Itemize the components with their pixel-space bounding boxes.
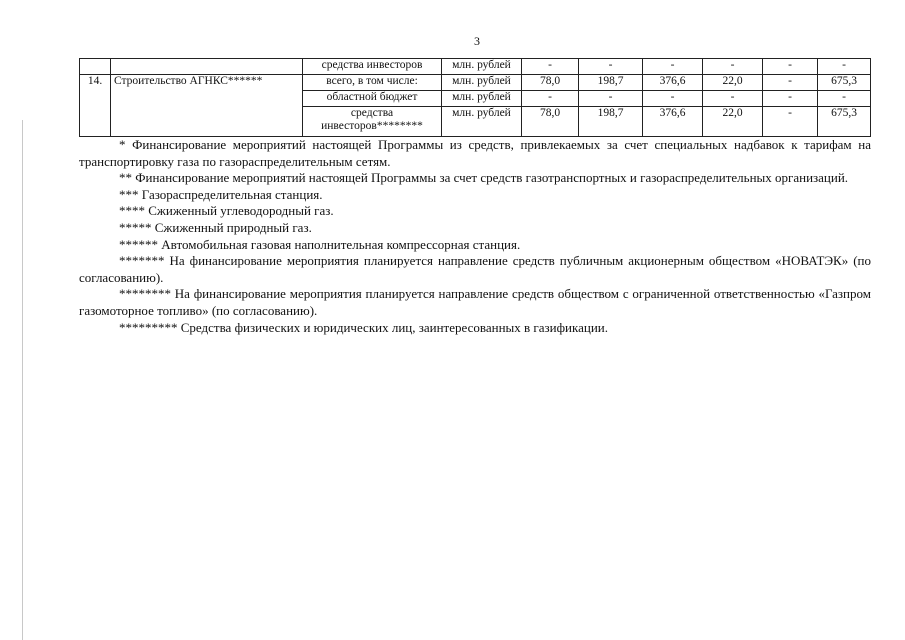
value-cell: 22,0 (703, 107, 763, 137)
row-number-cell (80, 59, 111, 75)
event-name-cell (111, 59, 303, 75)
footnotes (79, 137, 871, 336)
value-cell: - (522, 91, 579, 107)
row-number-cell: 14. (80, 75, 111, 137)
unit-cell: млн. рублей (442, 91, 522, 107)
funding-source-cell: средства инвесторов******** (303, 107, 442, 137)
footnote: ******* На финансирование мероприятия планируется направление средств публичным акционерным обществом «НОВАТЭК» (по согласованию). (79, 253, 871, 285)
value-cell: 675,3 (818, 107, 871, 137)
value-cell: - (579, 59, 643, 75)
footnote: **** Сжиженный углеводородный газ. (119, 203, 334, 219)
value-cell: - (579, 91, 643, 107)
value-cell: 22,0 (703, 75, 763, 91)
value-cell: - (763, 91, 818, 107)
value-cell: 78,0 (522, 75, 579, 91)
footnote: ****** Автомобильная газовая наполнительная компрессорная станция. (119, 236, 521, 252)
footnote: ***** Сжиженный природный газ. (119, 219, 312, 235)
value-cell: 376,6 (643, 75, 703, 91)
value-cell: - (703, 59, 763, 75)
financing-table (79, 58, 871, 137)
footnote: ******** На финансирование мероприятия планируется направление средств обществом с ограниченной ответственностью «Газпром газомоторное топливо» (по согласованию). (79, 286, 871, 318)
value-cell: - (818, 59, 871, 75)
scan-edge-line (22, 120, 23, 640)
table-row (80, 75, 871, 91)
value-cell: 198,7 (579, 107, 643, 137)
funding-source-cell: всего, в том числе: (303, 75, 442, 91)
value-cell: 78,0 (522, 107, 579, 137)
page-number: 3 (474, 34, 480, 48)
value-cell: - (643, 91, 703, 107)
value-cell: 376,6 (643, 107, 703, 137)
footnote: *** Газораспределительная станция. (119, 186, 323, 202)
value-cell: - (522, 59, 579, 75)
table-row (80, 59, 871, 75)
unit-cell: млн. рублей (442, 59, 522, 75)
value-cell: - (763, 75, 818, 91)
funding-source-cell: областной бюджет (303, 91, 442, 107)
footnote: * Финансирование мероприятий настоящей Программы из средств, привлекаемых за счет специальных надбавок к тарифам на транспортировку газа по газораспределительным сетям. (79, 137, 871, 169)
footnote: ** Финансирование мероприятий настоящей Программы за счет средств газотранспортных и газораспределительных организаций. (119, 170, 849, 186)
value-cell: - (643, 59, 703, 75)
event-name-cell: Строительство АГНКС****** (111, 75, 303, 137)
value-cell: - (763, 59, 818, 75)
unit-cell: млн. рублей (442, 107, 522, 137)
footnote: ********* Средства физических и юридических лиц, заинтересованных в газификации. (119, 319, 608, 335)
value-cell: 675,3 (818, 75, 871, 91)
value-cell: 198,7 (579, 75, 643, 91)
value-cell: - (818, 91, 871, 107)
unit-cell: млн. рублей (442, 75, 522, 91)
value-cell: - (763, 107, 818, 137)
funding-source-cell: средства инвесторов (303, 59, 442, 75)
value-cell: - (703, 91, 763, 107)
